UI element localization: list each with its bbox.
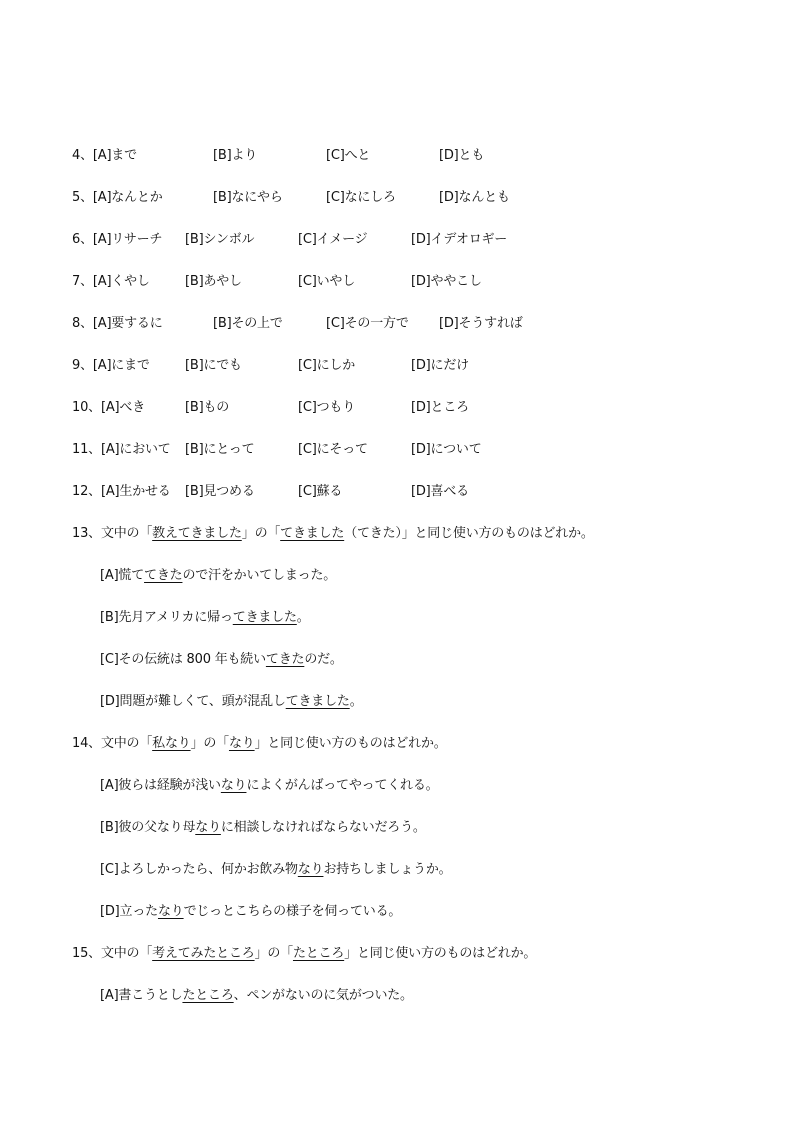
q7-option-b: [B]あやし [185,274,242,289]
q4-option-c: [C]へと [326,148,371,163]
q13-option-c: [C]その伝統は 800 年も続いてきたのだ。 [100,652,343,667]
q13-option-d: [D]問題が難しくて、頭が混乱してきました。 [100,694,363,709]
q13-underlined-phrase: 教えてきました [152,526,242,541]
q6-option-d: [D]イデオロギー [411,232,508,247]
q9-option-b: [B]にでも [185,358,242,373]
q12-option-d: [D]喜べる [411,484,469,499]
q13-option-b: [B]先月アメリカに帰ってきました。 [100,610,310,625]
question-13-stem: 13、文中の「教えてきました」の「てきました（てきた）」と同じ使い方のものはどれか。 [72,526,594,541]
q4-option-b: [B]より [213,148,258,163]
q8-option-c: [C]その一方で [326,316,409,331]
q15-underlined-target: たところ [292,946,345,961]
q11-option-b: [B]にとって [185,442,255,457]
q9-number-option-a: 9、[A]にまで [72,358,150,373]
q15-option-a: [A]書こうとしたところ、ペンがないのに気がついた。 [100,988,413,1003]
q7-option-d: [D]ややこし [411,274,482,289]
q14-option-a: [A]彼らは経験が浅いなりによくがんばってやってくれる。 [100,778,439,793]
q13-underlined-target: てきました [280,526,345,541]
q8-number-option-a: 8、[A]要するに [72,316,163,331]
q10-option-d: [D]ところ [411,400,469,415]
q8-option-b: [B]その上で [213,316,283,331]
q5-option-b: [B]なにやら [213,190,283,205]
q8-option-d: [D]そうすれば [439,316,523,331]
question-14-stem: 14、文中の「私なり」の「なり」と同じ使い方のものはどれか。 [72,736,447,751]
q7-option-c: [C]いやし [298,274,356,289]
q4-option-d: [D]とも [439,148,485,163]
q14-underlined-phrase: 私なり [152,736,191,751]
q7-number-option-a: 7、[A]くやし [72,274,150,289]
q4-number-option-a: 4、[A]まで [72,148,137,163]
q5-option-d: [D]なんとも [439,190,510,205]
question-15-stem: 15、文中の「考えてみたところ」の「たところ」と同じ使い方のものはどれか。 [72,946,537,961]
q13-option-a: [A]慌ててきたので汗をかいてしまった。 [100,568,337,583]
q5-option-c: [C]なにしろ [326,190,396,205]
q11-option-d: [D]について [411,442,482,457]
q9-option-c: [C]にしか [298,358,356,373]
q5-number-option-a: 5、[A]なんとか [72,190,163,205]
q14-option-d: [D]立ったなりでじっとこちらの様子を伺っている。 [100,904,402,919]
q10-option-b: [B]もの [185,400,230,415]
q10-option-c: [C]つもり [298,400,356,415]
q12-option-c: [C]蘇る [298,484,343,499]
q6-number-option-a: 6、[A]リサーチ [72,232,163,247]
q14-underlined-target: なり [228,736,255,751]
q15-underlined-phrase: 考えてみたところ [152,946,255,961]
q6-option-b: [B]シンボル [185,232,255,247]
q11-option-c: [C]にそって [298,442,368,457]
q9-option-d: [D]にだけ [411,358,469,373]
q12-number-option-a: 12、[A]生かせる [72,484,171,499]
q6-option-c: [C]イメージ [298,232,368,247]
q14-option-c: [C]よろしかったら、何かお飲み物なりお持ちしましょうか。 [100,862,452,877]
q11-number-option-a: 11、[A]において [72,442,171,457]
q14-option-b: [B]彼の父なり母なりに相談しなければならないだろう。 [100,820,426,835]
q12-option-b: [B]見つめる [185,484,255,499]
q10-number-option-a: 10、[A]べき [72,400,145,415]
